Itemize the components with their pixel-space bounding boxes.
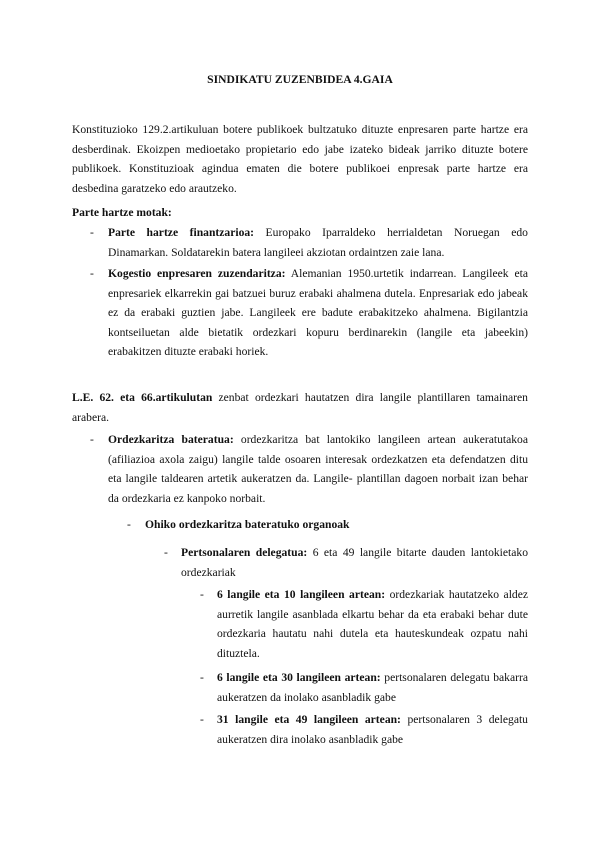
- list-dash: -: [90, 267, 94, 280]
- item-label: Parte hartze finantzarioa:: [108, 226, 255, 239]
- page-title: SINDIKATU ZUZENBIDEA 4.GAIA: [207, 73, 393, 86]
- list-item-codetermination: [108, 264, 528, 362]
- item-text: ordezkariak hautatzeko aldez aurretik langile asanblada elkartu behar da eta erabaki behar dute ordezkaria hautatu nahi dutela eta hauteskundeak ozpatu nahi dituztela.: [217, 588, 528, 660]
- item-label: Kogestio enpresaren zuzendaritza:: [108, 267, 286, 280]
- item-text: 6 eta 49 langile bitarte dauden lantokietako ordezkariak: [181, 546, 529, 579]
- item-text: pertsonalaren 3 delegatu aukeratzen dira inolako asanbladik gabe: [217, 713, 528, 746]
- item-text: pertsonalaren delegatu bakarra aukeratzen da inolako asanbladik gabe: [217, 671, 528, 704]
- list-item-range-6-10: [217, 585, 528, 663]
- list-dash: -: [200, 588, 204, 601]
- list-item-range-31-49: [217, 710, 528, 749]
- le-label: L.E. 62. eta 66.artikulutan: [72, 391, 213, 404]
- list-dash: -: [127, 518, 131, 531]
- list-dash: -: [200, 713, 204, 726]
- list-item-range-6-30: [217, 668, 528, 707]
- participation-types-heading-text: Parte hartze motak:: [72, 206, 172, 219]
- list-dash: -: [90, 226, 94, 239]
- list-dash: -: [164, 546, 168, 559]
- item-label: 6 langile eta 30 langileen artean:: [217, 671, 381, 684]
- le-articles-paragraph: [72, 388, 528, 427]
- list-dash: -: [200, 671, 204, 684]
- item-label: Ordezkaritza bateratua:: [108, 433, 234, 446]
- intro-paragraph: Konstituzioko 129.2.artikuluan botere publikoek bultzatuko dituzte enpresaren parte hartze era desberdinak. Ekoizpen medioetako propietario edo jabe izateko bideak jarriko dituzte botere publikoek. Konstituzioak agindua ematen die botere publikoei enpresak parte hartze era desbedina garatzeko edo arautzeko.: [72, 123, 528, 195]
- list-item-financial-participation: [108, 223, 528, 262]
- unitary-organs-heading: [145, 515, 528, 535]
- item-text: Alemanian 1950.urtetik indarrean. Langileek eta enpresariek elkarrekin gai batzuei buruz erabaki ahalmena dutela. Enpresariak edo jabeak ez da erabaki guztien jabe. Langileek ere badute erabakitzeko ahalmena. Bigilantzia kontseiluetan alde bietatik ordezkari kopuru berdinarekin (langile eta jabeekin) erabakitzen dituzte erabaki horiek.: [108, 267, 528, 359]
- list-item-unitary-representation: [108, 430, 528, 508]
- participation-types-heading: [72, 203, 528, 223]
- item-label: Pertsonalaren delegatua:: [181, 546, 308, 559]
- item-label: 31 langile eta 49 langileen artean:: [217, 713, 401, 726]
- list-dash: -: [90, 433, 94, 446]
- list-item-personnel-delegate: [181, 543, 528, 582]
- item-text: Europako Iparraldeko herrialdetan Noruegan edo Dinamarkan. Soldatarekin batera langileei akziotan ordaintzen zaie lana.: [108, 226, 528, 259]
- le-text: zenbat ordezkari hautatzen dira langile plantillaren tamainaren arabera.: [72, 391, 528, 424]
- item-text: ordezkaritza bat lantokiko langileen artean aukeratutakoa (afiliazioa axola zaigu) langile talde osoaren interesak ordezkatzen eta defendatzen ditu eta langile taldearen artetik aukeratzen da. Langile- plantillan dagoen norbait izan behar da ordezkaria ez kanpoko norbait.: [108, 433, 528, 505]
- item-label: 6 langile eta 10 langileen artean:: [217, 588, 386, 601]
- item-label: Ohiko ordezkaritza bateratuko organoak: [145, 518, 350, 531]
